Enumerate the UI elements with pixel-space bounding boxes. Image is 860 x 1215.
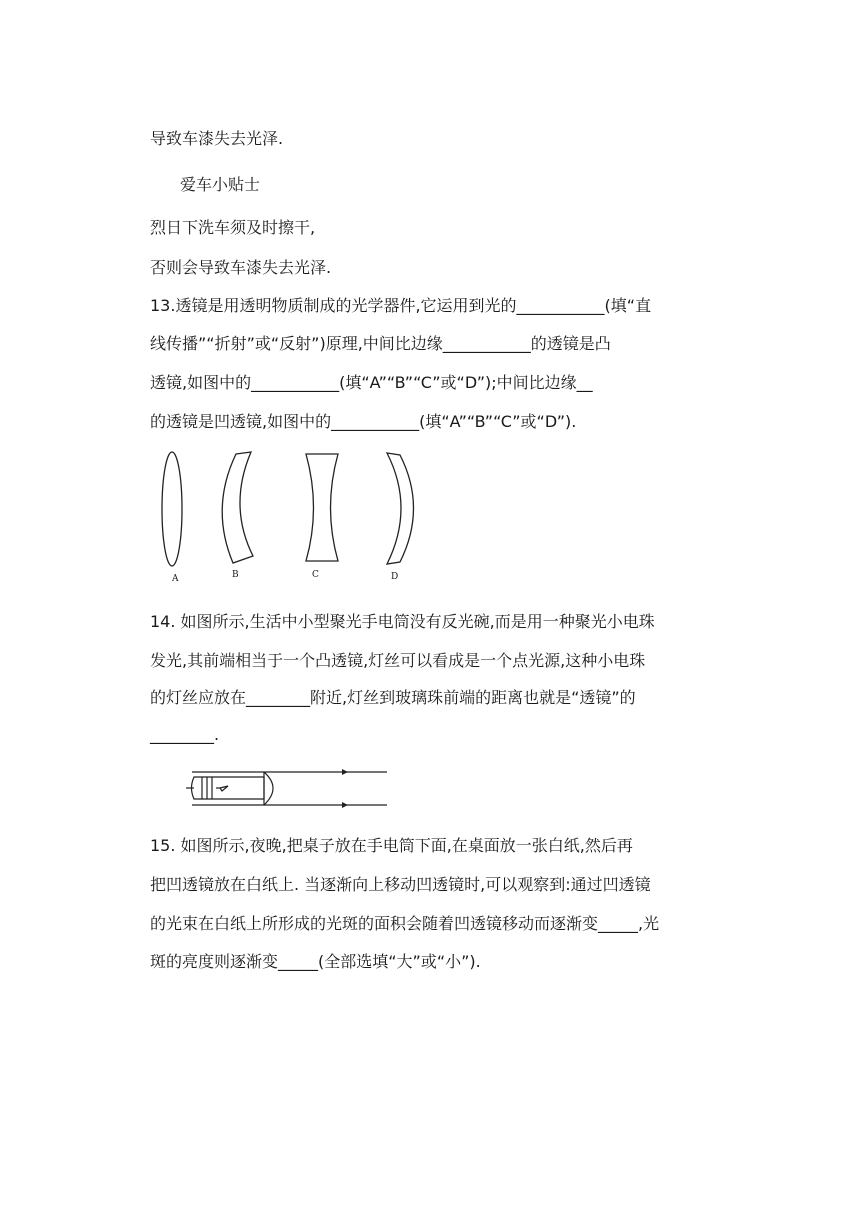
lens-a-shape [162, 452, 182, 566]
lens-diagram [150, 448, 420, 588]
flashlight-figure [182, 765, 392, 815]
tip-line: 烈日下洗车须及时擦干, [150, 218, 316, 237]
intro-line: 导致车漆失去光泽. [150, 129, 284, 148]
q14-line: 发光,其前端相当于一个凸透镜,灯丝可以看成是一个点光源,这种小电珠 [150, 651, 646, 670]
q15-line: 的光束在白纸上所形成的光斑的面积会随着凹透镜移动而逐渐变_____,光 [150, 914, 660, 933]
lens-label-d: D [391, 572, 399, 582]
lens-label-b: B [232, 570, 239, 580]
flashlight-diagram [182, 765, 392, 815]
lens-figure [150, 448, 420, 588]
q15-line: 把凹透镜放在白纸上. 当逐渐向上移动凹透镜时,可以观察到:通过凹透镜 [150, 875, 651, 894]
q13-line: 线传播”“折射”或“反射”)原理,中间比边缘___________的透镜是凸 [150, 334, 611, 353]
lens-c-shape [306, 454, 338, 561]
tip-line: 否则会导致车漆失去光泽. [150, 258, 332, 277]
q14-line: 的灯丝应放在________附近,灯丝到玻璃珠前端的距离也就是“透镜”的 [150, 688, 636, 707]
lens-b-shape [222, 452, 253, 563]
q14-line: ________. [150, 725, 220, 744]
lens-label-c: C [312, 570, 319, 580]
q13-line: 的透镜是凹透镜,如图中的___________(填“A”“B”“C”或“D”). [150, 412, 577, 431]
q15-line: 15. 如图所示,夜晚,把桌子放在手电筒下面,在桌面放一张白纸,然后再 [150, 836, 633, 855]
tip-title: 爱车小贴士 [180, 175, 261, 194]
q14-line: 14. 如图所示,生活中小型聚光手电筒没有反光碗,而是用一种聚光小电珠 [150, 612, 655, 631]
q15-line: 斑的亮度则逐渐变_____(全部选填“大”或“小”). [150, 952, 481, 971]
lens-label-a: A [172, 574, 179, 584]
q13-line: 透镜,如图中的___________(填“A”“B”“C”或“D”);中间比边缘__ [150, 373, 593, 392]
q13-line: 13.透镜是用透明物质制成的光学器件,它运用到光的___________(填“直 [150, 296, 652, 315]
lens-d-shape [387, 453, 414, 564]
